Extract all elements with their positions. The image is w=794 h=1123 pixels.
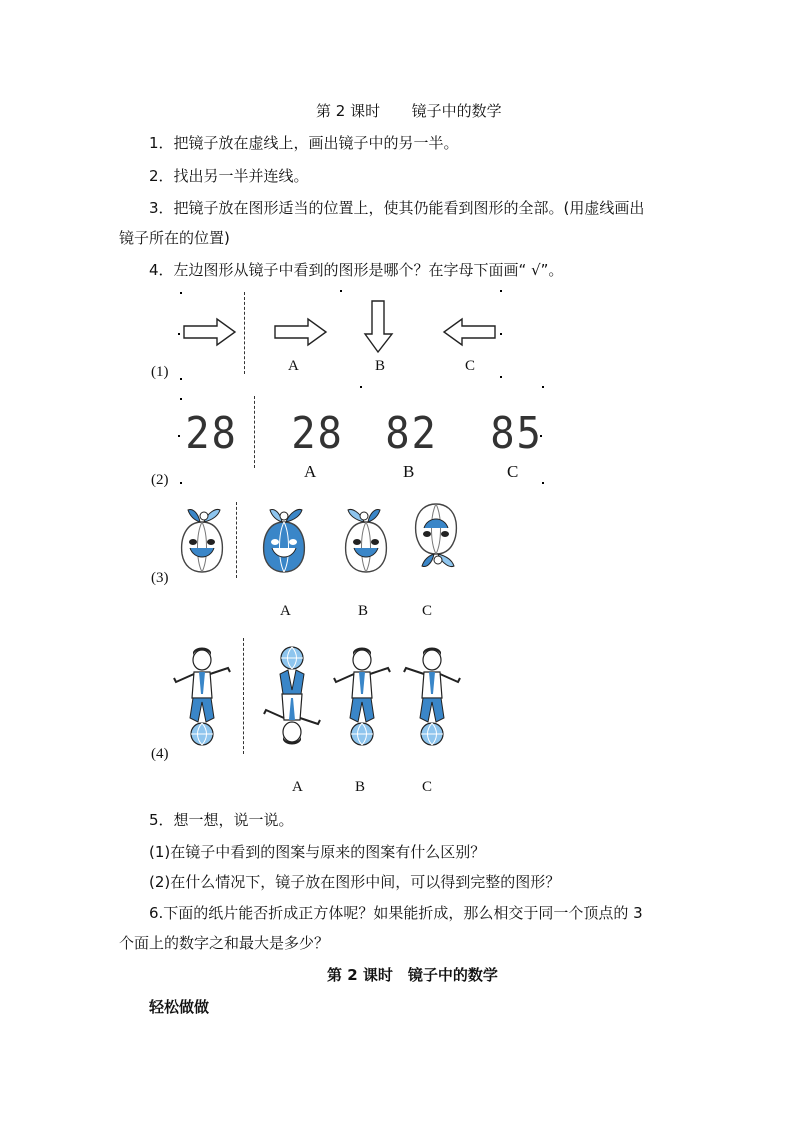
row3-choice-c[interactable]: C (422, 603, 433, 619)
arrow-right-original (183, 318, 237, 348)
row1-choice-c[interactable]: C (465, 358, 476, 374)
boy-on-ball-original (172, 642, 232, 746)
row4-choice-c[interactable]: C (422, 779, 433, 795)
row3-choice-a[interactable]: A (280, 603, 291, 619)
question-5: 5．想一想，说一说。 (149, 811, 294, 829)
row1-choice-a[interactable]: A (288, 358, 299, 374)
question-3-line2: 镜子所在的位置) (119, 229, 230, 247)
row3-label: (3) (151, 570, 169, 586)
mirror-line-4 (243, 638, 244, 754)
row1-label: (1) (151, 364, 169, 380)
pumpkin-option-c (412, 502, 460, 574)
boy-on-ball-option-c (402, 642, 462, 746)
question-6-line2: 个面上的数字之和最大是多少？ (119, 934, 330, 952)
digits-option-a: 28 (291, 408, 344, 459)
boy-on-ball-option-a (262, 646, 322, 750)
row3-choice-b[interactable]: B (358, 603, 369, 619)
digits-original: 28 (185, 408, 238, 459)
digits-option-b: 82 (385, 408, 438, 459)
row4-choice-b[interactable]: B (355, 779, 366, 795)
row2-choice-b[interactable]: B (403, 462, 415, 481)
digits-option-c: 85 (490, 408, 543, 459)
question-2: 2．找出另一半并连线。 (149, 167, 309, 185)
answers-title: 第 2 课时 镜子中的数学 (327, 966, 498, 984)
question-5-sub2: (2)在什么情况下，镜子放在图形中间，可以得到完整的图形？ (149, 873, 561, 891)
row1-choice-b[interactable]: B (375, 358, 386, 374)
pumpkin-original (178, 502, 226, 574)
question-1: 1．把镜子放在虚线上，画出镜子中的另一半。 (149, 134, 459, 152)
lesson-name: 镜子中的数学 (411, 102, 502, 120)
row2-choice-c[interactable]: C (507, 462, 519, 481)
mirror-line-2 (254, 396, 255, 468)
row2-choice-a[interactable]: A (304, 462, 317, 481)
pumpkin-option-a (260, 502, 308, 574)
question-3-line1: 3．把镜子放在图形适当的位置上，使其仍能看到图形的全部。(用虚线画出 (149, 199, 645, 217)
pumpkin-option-b (342, 502, 390, 574)
row2-label: (2) (151, 472, 169, 488)
question-5-sub1: (1)在镜子中看到的图案与原来的图案有什么区别？ (149, 843, 486, 861)
row4-choice-a[interactable]: A (292, 779, 303, 795)
arrow-down-option-b (364, 300, 394, 354)
mirror-line-1 (244, 292, 245, 374)
mirror-line-3 (236, 502, 237, 578)
answers-section: 轻松做做 (149, 998, 210, 1016)
lesson-number: 第 2 课时 (316, 102, 381, 120)
question-6-line1: 6.下面的纸片能否折成正方体呢？如果能折成，那么相交于同一个顶点的 3 (149, 904, 643, 922)
question-4: 4．左边图形从镜子中看到的图形是哪个？在字母下面画“ √”。 (149, 261, 564, 279)
arrow-right-option-a (274, 318, 328, 348)
arrow-left-option-c (443, 318, 497, 348)
boy-on-ball-option-b (332, 642, 392, 746)
row4-label: (4) (151, 746, 169, 762)
lesson-title (316, 101, 502, 121)
